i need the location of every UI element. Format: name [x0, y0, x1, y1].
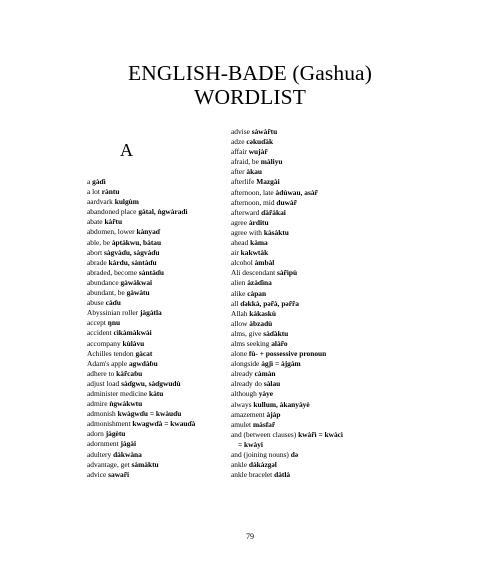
entry-english: ahead — [231, 238, 251, 248]
wordlist-entry — [87, 399, 195, 409]
wordlist-entry — [87, 217, 195, 227]
wordlist-entry — [231, 228, 343, 238]
section-letter: A — [120, 140, 133, 160]
entry-bade: àdùwau, asàr̃ — [275, 187, 318, 197]
entry-english: adjust load — [87, 378, 122, 388]
wordlist-entry — [87, 409, 195, 419]
entry-english: advice — [87, 469, 109, 479]
entry-bade: kwàgwɗu = kwàuɗu — [117, 409, 182, 419]
entry-english: abuse — [87, 298, 106, 308]
entry-english: afterlife — [231, 177, 257, 187]
entry-bade: = kwàyi — [238, 439, 263, 449]
entry-bade: sàgvàɗu, sàgvàɗu — [104, 247, 160, 257]
wordlist-entry — [231, 147, 343, 157]
wordlist-entry — [87, 318, 195, 328]
wordlist-entry — [231, 208, 343, 218]
entry-english: advise — [231, 127, 252, 136]
entry-english: already do — [231, 379, 264, 389]
wordlist-entry — [87, 460, 195, 470]
entry-english: admire — [87, 399, 110, 409]
wordlist-entry — [231, 450, 343, 460]
entry-bade: càɗu — [105, 298, 121, 308]
entry-bade: àgjì = àjgàm — [261, 359, 301, 369]
entry-bade: kàr̃caɓu — [116, 368, 143, 378]
entry-english: abundant, be — [87, 288, 127, 298]
entry-bade: cəkuɗàk — [246, 137, 274, 147]
entry-english: alms, give — [231, 328, 264, 338]
entry-english: afternoon, late — [231, 187, 276, 197]
entry-bade: sàɗàktu — [263, 328, 289, 338]
wordlist-entry — [231, 470, 343, 480]
entry-bade: màliyu — [260, 157, 283, 167]
entry-bade: àmbàl — [254, 258, 275, 268]
entry-english: adultery — [87, 449, 114, 459]
entry-bade: sàr̃ìpù — [276, 268, 298, 278]
entry-english: abate — [87, 217, 105, 227]
wordlist-entry — [87, 177, 195, 187]
entry-bade: àkau — [246, 167, 263, 177]
entry-bade: sawar̃i — [108, 469, 130, 479]
entry-bade: dàtlà — [274, 470, 291, 480]
wordlist-column-left — [87, 177, 195, 480]
entry-english: all — [231, 298, 241, 308]
entry-bade: àbzadù — [249, 318, 273, 328]
entry-bade: cìkàmàkwài — [113, 328, 152, 338]
entry-bade: dàkwàna — [113, 449, 142, 459]
wordlist-entry — [231, 359, 343, 369]
wordlist-entry — [231, 339, 343, 349]
entry-english: and (between clauses) — [231, 429, 299, 439]
wordlist-entry — [87, 359, 195, 369]
entry-english: Allah — [231, 308, 250, 318]
wordlist-entry — [231, 188, 343, 198]
entry-english: abundance — [87, 277, 121, 287]
wordlist-entry — [231, 309, 343, 319]
entry-english: and (joining nouns) — [231, 450, 291, 459]
wordlist-entry — [231, 238, 343, 248]
entry-bade: ɗàr̃àkai — [261, 207, 286, 217]
entry-english: alike — [231, 288, 248, 298]
entry-english: a lot — [87, 187, 102, 197]
wordlist-entry — [231, 349, 343, 359]
entry-bade: sàɗgwu, sàɗgwudù — [121, 378, 181, 388]
entry-english: admonishment — [87, 419, 133, 429]
wordlist-entry — [87, 227, 195, 237]
entry-bade: yàye — [258, 389, 274, 399]
wordlist-entry — [87, 258, 195, 268]
wordlist-entry — [87, 439, 195, 449]
wordlist-entry — [231, 218, 343, 228]
wordlist-entry — [87, 339, 195, 349]
entry-bade: kàsàktu — [263, 227, 289, 237]
entry-bade: sàmàktu — [131, 459, 159, 469]
title-line: ENGLISH-BADE (Gashua) — [128, 61, 372, 85]
entry-english: adorn — [87, 429, 106, 439]
wordlist-entry — [231, 127, 343, 137]
entry-english: advantage, get — [87, 459, 132, 469]
entry-bade: jàgètu — [105, 429, 126, 439]
entry-english: abraded, become — [87, 267, 139, 277]
entry-english: admonish — [87, 409, 118, 419]
entry-english: Ali descendant — [231, 268, 277, 278]
entry-english: ankle bracelet — [231, 470, 275, 480]
entry-bade: agwdàɓu — [128, 358, 158, 368]
entry-bade: gàtal, ǹgwàradì — [138, 207, 188, 217]
entry-bade: kullum, àkanyàyè — [253, 399, 310, 409]
entry-bade: dàkàzgəl — [248, 460, 277, 470]
entry-bade: kàtu — [148, 388, 164, 398]
wordlist-entry — [87, 187, 195, 197]
entry-english: air — [231, 248, 241, 258]
entry-english: abandoned place — [87, 207, 139, 217]
wordlist-entry — [231, 420, 343, 430]
wordlist-title — [0, 61, 500, 109]
entry-english: amazement — [231, 409, 267, 419]
wordlist-entry — [231, 167, 343, 177]
wordlist-entry — [87, 298, 195, 308]
entry-bade: kulgùm — [114, 197, 139, 207]
entry-bade: àjàp — [266, 409, 281, 419]
entry-english: afraid, be — [231, 157, 261, 167]
entry-bade: jàgài — [120, 439, 137, 449]
entry-english: affair — [231, 147, 249, 157]
entry-bade: ŋnu — [107, 318, 121, 328]
wordlist-entry — [87, 238, 195, 248]
entry-english: ankle — [231, 460, 249, 470]
wordlist-entry — [231, 258, 343, 268]
entry-bade: gàwàtu — [126, 288, 150, 298]
entry-english: abdomen, lower — [87, 227, 137, 237]
entry-bade: gàɗì — [92, 177, 106, 186]
entry-bade: càpan — [247, 288, 267, 298]
entry-english: adhere to — [87, 368, 117, 378]
entry-bade: Mazgài — [256, 177, 280, 187]
entry-english: agree with — [231, 227, 264, 237]
wordlist-entry — [87, 278, 195, 288]
wordlist-entry — [231, 379, 343, 389]
wordlist-entry — [87, 349, 195, 359]
wordlist-entry — [231, 177, 343, 187]
wordlist-entry — [231, 389, 343, 399]
entry-bade: càmàn — [254, 369, 276, 379]
entry-bade: kakwtàk — [240, 248, 269, 258]
entry-bade: wujàr̃ — [248, 147, 268, 157]
entry-bade: ràntu — [101, 187, 120, 197]
wordlist-entry — [87, 268, 195, 278]
wordlist-entry — [87, 248, 195, 258]
entry-english: able, be — [87, 237, 112, 247]
wordlist-entry — [231, 400, 343, 410]
entry-english: although — [231, 389, 259, 399]
wordlist-entry — [231, 278, 343, 288]
entry-bade: jàgàtla — [139, 308, 162, 318]
wordlist-entry — [87, 197, 195, 207]
wordlist-entry — [87, 328, 195, 338]
entry-english: Abyssinian roller — [87, 308, 140, 318]
entry-english: alongside — [231, 359, 262, 369]
entry-english: Achilles tendon — [87, 348, 136, 358]
wordlist-entry — [87, 450, 195, 460]
entry-bade: də — [290, 450, 299, 459]
entry-bade: màsfar̃ — [252, 419, 276, 429]
entry-bade: fù- + possessive pronoun — [248, 349, 327, 359]
wordlist-entry — [87, 288, 195, 298]
entry-english: agree — [231, 217, 249, 227]
entry-bade: ɗəkkà, pər̃à, pər̃r̃a — [240, 298, 299, 308]
entry-bade: kàrdu, sàntàɗu — [108, 257, 157, 267]
entry-english: alms seeking — [231, 338, 272, 348]
entry-english: allow — [231, 318, 250, 328]
entry-bade: duwàr̃ — [276, 197, 297, 207]
wordlist-entry — [87, 419, 195, 429]
wordlist-column-right — [231, 127, 343, 480]
page-number: 79 — [246, 532, 254, 541]
wordlist-entry — [87, 429, 195, 439]
wordlist-entry — [231, 198, 343, 208]
wordlist-entry — [87, 308, 195, 318]
entry-english: administer medicine — [87, 388, 149, 398]
entry-bade: àzàɗìna — [247, 278, 272, 288]
wordlist-entry — [231, 299, 343, 309]
entry-bade: kàr̃tu — [104, 217, 123, 227]
wordlist-entry — [231, 157, 343, 167]
wordlist-entry — [231, 369, 343, 379]
entry-bade: kàkaskù — [249, 308, 276, 318]
entry-english: afternoon, mid — [231, 197, 277, 207]
wordlist-entry — [87, 369, 195, 379]
wordlist-entry — [231, 329, 343, 339]
entry-english: adze — [231, 137, 247, 147]
entry-english: alien — [231, 278, 248, 288]
title-line: WORDLIST — [194, 85, 306, 109]
wordlist-entry — [87, 207, 195, 217]
entry-bade: àptàkwu, bàtau — [111, 237, 162, 247]
wordlist-entry — [231, 430, 343, 440]
wordlist-entry — [231, 410, 343, 420]
entry-bade: alàr̃o — [271, 338, 288, 348]
entry-english: alone — [231, 349, 249, 359]
entry-english: abort — [87, 247, 105, 257]
entry-bade: gàcat — [135, 348, 153, 358]
entry-bade: àrditu — [248, 217, 269, 227]
entry-english: abrade — [87, 257, 109, 267]
entry-bade: kànyaɗ — [136, 227, 160, 237]
entry-bade: kwàr̃ì = kwàcì — [298, 429, 343, 439]
wordlist-entry — [87, 470, 195, 480]
entry-english: a — [87, 177, 93, 186]
wordlist-entry — [231, 440, 343, 450]
entry-english: adornment — [87, 439, 121, 449]
wordlist-entry — [231, 289, 343, 299]
entry-english: alcohol — [231, 258, 255, 268]
entry-bade: sàntàɗu — [138, 267, 164, 277]
wordlist-entry — [87, 379, 195, 389]
wordlist-entry — [87, 389, 195, 399]
entry-bade: kùlàvu — [122, 338, 145, 348]
wordlist-entry — [231, 248, 343, 258]
entry-english: always — [231, 399, 254, 409]
wordlist-entry — [231, 268, 343, 278]
entry-english: accept — [87, 318, 108, 328]
wordlist-entry — [231, 137, 343, 147]
entry-bade: kàma — [250, 238, 268, 248]
entry-bade: gàwàkwai — [120, 277, 153, 287]
entry-english: afterward — [231, 207, 262, 217]
entry-english: amulet — [231, 419, 253, 429]
entry-english: aardvark — [87, 197, 115, 207]
entry-english: accident — [87, 328, 114, 338]
entry-english: Adam's apple — [87, 358, 129, 368]
wordlist-entry — [231, 460, 343, 470]
entry-english: already — [231, 369, 255, 379]
entry-bade: kwagwɗà = kwauɗà — [132, 419, 196, 429]
entry-bade: sàlau — [263, 379, 281, 389]
entry-english: accompany — [87, 338, 123, 348]
wordlist-entry — [231, 319, 343, 329]
entry-bade: ǹgwàkwtu — [109, 399, 143, 409]
entry-bade: sàwàr̃tu — [251, 127, 278, 136]
entry-english: after — [231, 167, 247, 177]
